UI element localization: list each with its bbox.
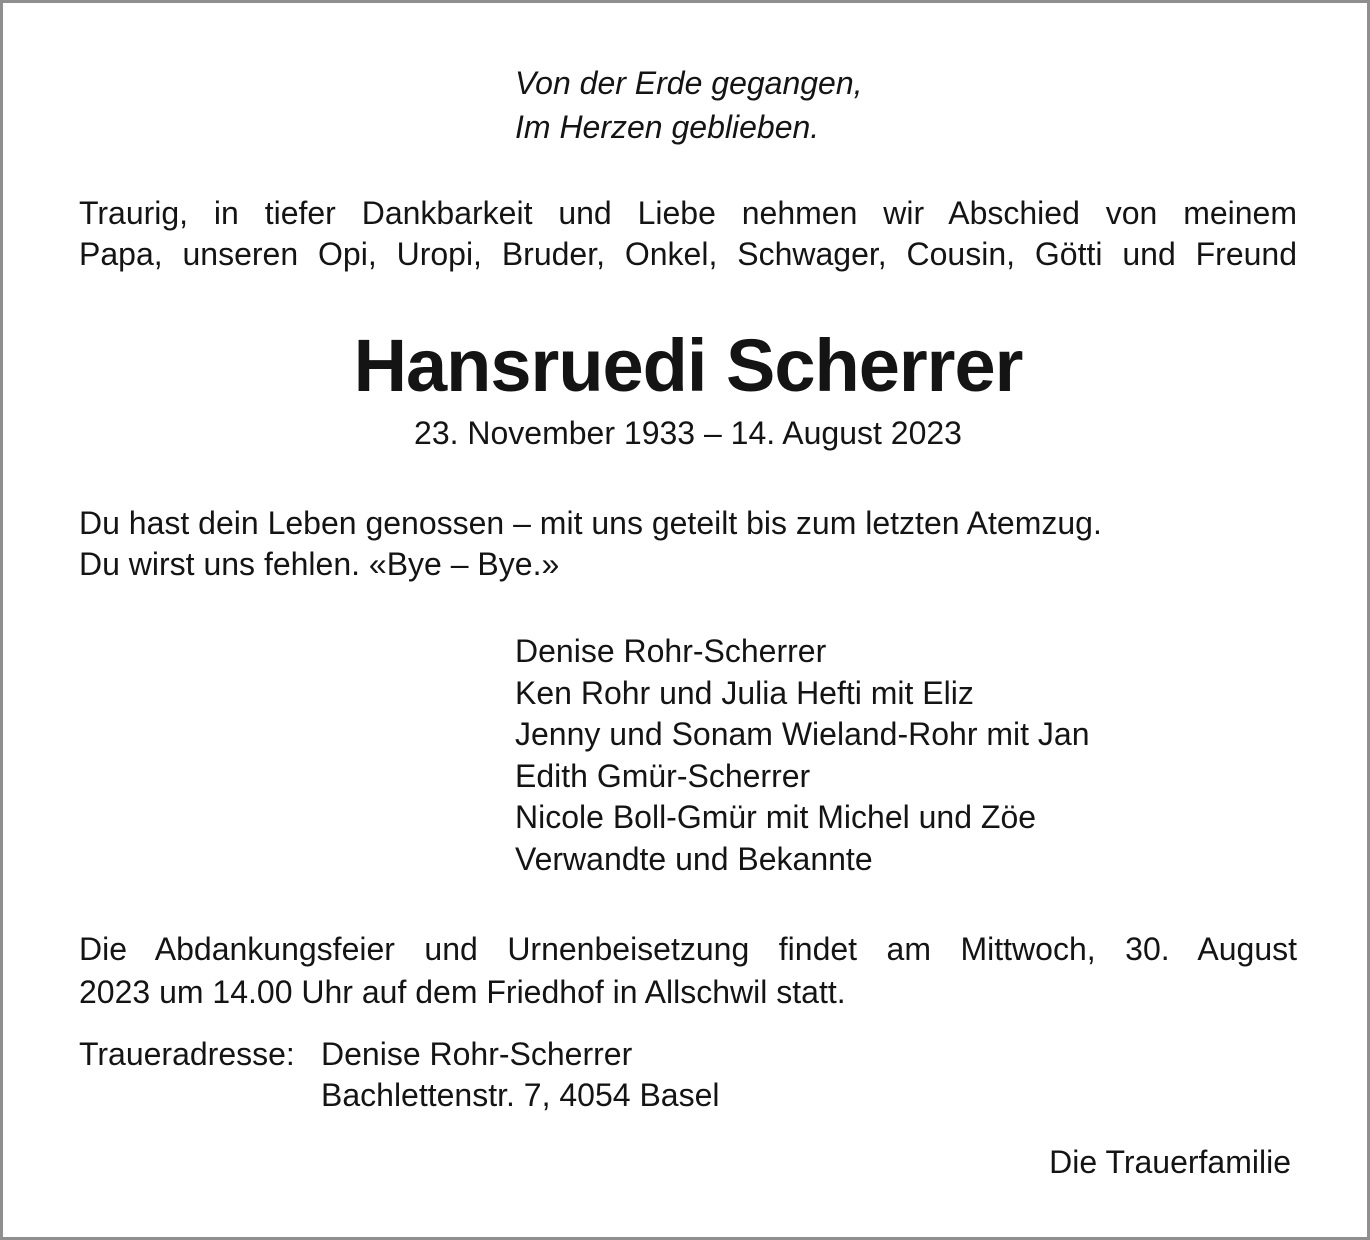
mourner-entry: Denise Rohr-Scherrer	[515, 633, 827, 669]
service-line: 2023 um 14.00 Uhr auf dem Friedhof in Allschwil statt.	[79, 974, 846, 1010]
mourner-entry: Verwandte und Bekannte	[515, 840, 873, 877]
intro-paragraph	[79, 193, 1297, 275]
life-dates: 23. November 1933 – 14. August 2023	[414, 415, 962, 451]
mourner-entry: Edith Gmür-Scherrer	[515, 757, 811, 794]
mourner-entry: Jenny und Sonam Wieland-Rohr mit Jan	[515, 716, 1090, 752]
motto	[515, 61, 863, 149]
intro-line: Traurig, in tiefer Dankbarkeit und Liebe nehmen wir Abschied von meinem	[79, 195, 1297, 231]
address-name: Denise Rohr-Scherrer	[321, 1036, 633, 1072]
mourner-entry: Nicole Boll-Gmür mit Michel und Zöe	[515, 799, 1037, 835]
intro-line: Papa, unseren Opi, Uropi, Bruder, Onkel, Schwager, Cousin, Götti und Freund	[79, 236, 1297, 272]
signature: Die Trauerfamilie	[1049, 1144, 1291, 1180]
service-announcement	[79, 928, 1297, 1014]
address-street: Bachlettenstr. 7, 4054 Basel	[321, 1077, 720, 1113]
tribute-paragraph	[79, 503, 1102, 585]
service-line: Die Abdankungsfeier und Urnenbeisetzung findet am Mittwoch, 30. August	[79, 931, 1297, 967]
mourner-entry: Ken Rohr und Julia Hefti mit Eliz	[515, 674, 974, 711]
mourners-list	[515, 631, 1090, 880]
address-label: Traueradresse:	[79, 1036, 295, 1072]
motto-line: Im Herzen geblieben.	[515, 109, 820, 145]
deceased-name: Hansruedi Scherrer	[353, 324, 1023, 407]
motto-line: Von der Erde gegangen,	[515, 65, 863, 101]
tribute-line: Du hast dein Leben genossen – mit uns geteilt bis zum letzten Atemzug.	[79, 505, 1102, 541]
tribute-line: Du wirst uns fehlen. «Bye – Bye.»	[79, 546, 560, 582]
address-lines	[321, 1034, 719, 1116]
